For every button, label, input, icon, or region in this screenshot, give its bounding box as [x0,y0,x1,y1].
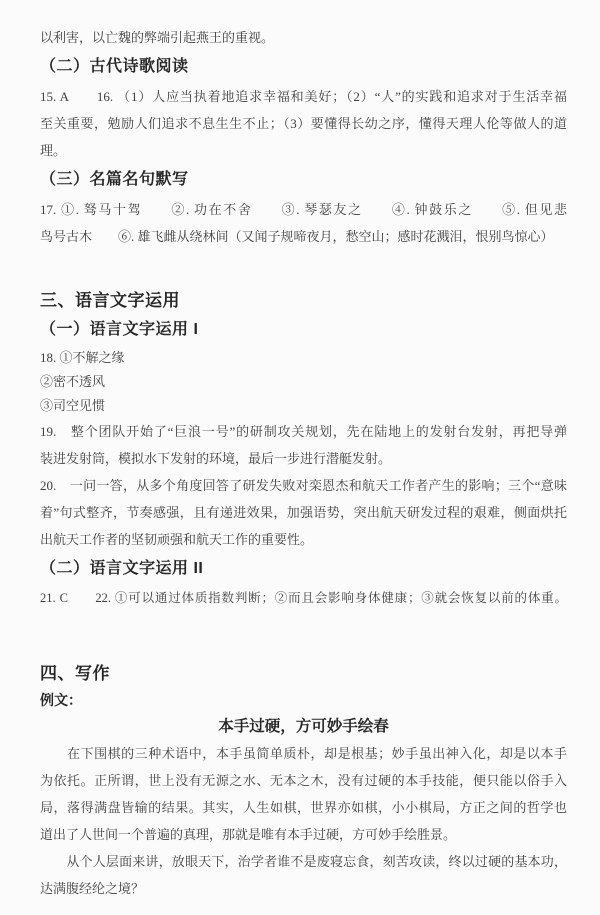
answer-line: 出航天工作者的坚韧顽强和航天工作的重要性。 [40,532,314,547]
answer-line: 至关重要，勉励人们追求不息生生不止；（3）要懂得长幼之序，懂得天理人伦等做人的道 [40,116,567,131]
section-heading-famous-passages: （三）名篇名句默写 [40,171,189,188]
answer-line: 17. ①. 驽马十驾 ②. 功在不舍 ③. 琴瑟友之 ④. 钟鼓乐之 ⑤. 但见悲 [40,202,567,217]
answer-line: 以利害，以亡魏的弊端引起燕王的重视。 [40,30,275,45]
answer-line: 装进发射筒，模拟水下发射的环境，最后一步进行潜艇发射。 [40,451,392,466]
chapter-heading-writing: 四、写作 [40,664,110,683]
essay-line: 道出了人世间一个普遍的真理，那就是唯有本手过硬，方可妙手绘胜景。 [40,827,457,842]
answer-line: 着”句式整齐，节奏感强，且有递进效果，加强语势，突出航天研发过程的艰难，侧面烘托 [40,505,567,520]
answer-line: 18. ①不解之缘 [40,350,125,365]
answer-line: 理。 [40,143,67,158]
answer-line: 21. C 22. ①可以通过体质指数判断；②而且会影响身体健康；③就会恢复以前的体重。 [40,591,567,605]
essay-line: 局，落得满盘皆输的结果。其实，人生如棋，世界亦如棋，小小棋局，方正之间的哲学也 [40,800,567,815]
chapter-heading-language-use: 三、语言文字运用 [40,291,180,310]
answer-line: 20. 一问一答，从多个角度回答了研发失败对栾恩杰和航天工作者产生的影响；三个“意味 [40,478,567,493]
section-heading-language-use-2: （二）语言文字运用 II [40,560,204,577]
answer-line: ③司空见惯 [40,398,106,413]
section-heading-language-use-1: （一）语言文字运用 I [40,321,199,338]
answer-line: ②密不透风 [40,374,106,389]
answer-line: 19. 整个团队开始了“巨浪一号”的研制攻关规划，先在陆地上的发射台发射，再把导弹 [40,424,567,439]
essay-line: 从个人层面来讲，放眼天下，治学者谁不是废寝忘食，刻苦攻读，终以过硬的基本功， [40,854,567,869]
answer-line: 鸟号古木 ⑥. 雄飞雌从绕林间（又闻子规啼夜月，愁空山；感时花溅泪，恨别鸟惊心） [40,229,554,244]
example-essay-label: 例文： [40,692,82,708]
essay-title: 本手过硬，方可妙手绘春 [218,718,389,735]
essay-line: 在下围棋的三种术语中，本手虽简单质朴，却是根基；妙手虽出神入化，却是以本手 [40,746,567,761]
section-heading-ancient-poetry: （二）古代诗歌阅读 [40,58,189,75]
answer-line: 15. A 16. （1）人应当执着地追求幸福和美好；（2）“人”的实践和追求对于生活幸福 [40,89,567,104]
essay-line: 达满腹经纶之境？ [40,881,145,896]
essay-line: 为依托。正所谓，世上没有无源之水、无本之木，没有过硬的本手技能，便只能以俗手入 [40,773,567,788]
